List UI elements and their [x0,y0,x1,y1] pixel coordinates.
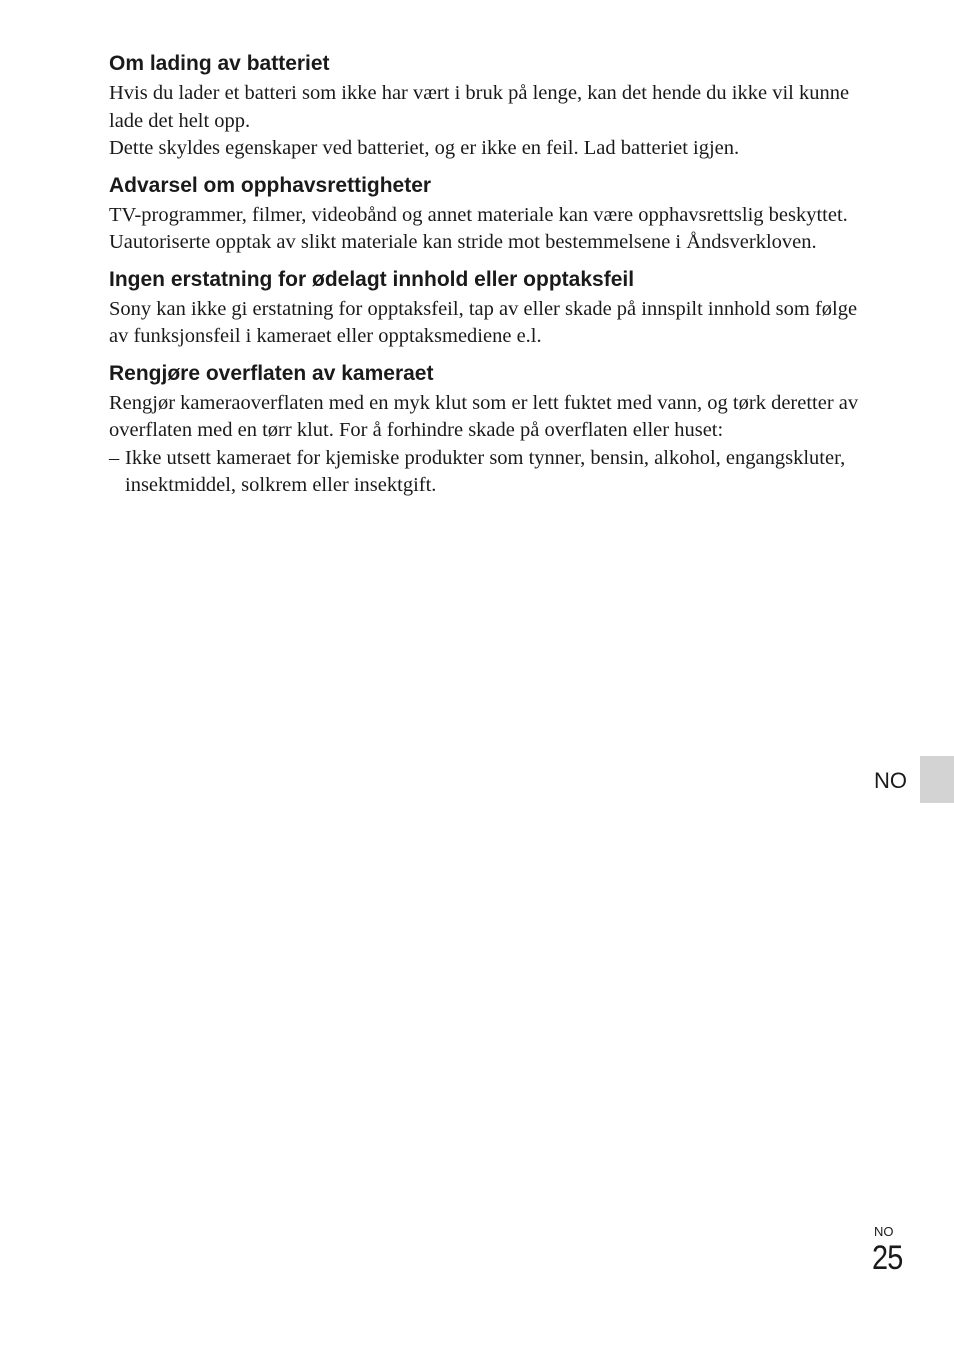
list-item [109,445,869,500]
list-dash: – [109,446,120,469]
section-paragraph: TV-programmer, filmer, videobånd og annet materiale kan være opphavsrettslig beskyttet. Uautoriserte opptak av slikt materiale kan stride mot bestemmelsene i Åndsverkloven. [109,203,848,253]
page-content [109,50,869,500]
footer-language: NO [874,1224,894,1239]
section-paragraph: Rengjør kameraoverflaten med en myk klut som er lett fuktet med vann, og tørk deretter av overflaten med en tørr klut. For å forhindre skade på overflaten eller huset: [109,391,859,441]
section-heading: Ingen erstatning for ødelagt innhold eller opptaksfeil [109,267,635,291]
page-number: 25 [872,1239,903,1277]
language-tab-label: NO [874,768,907,793]
section-copyright-warning [109,172,869,257]
section-no-compensation [109,266,869,351]
section-heading: Om lading av batteriet [109,52,330,75]
section-heading: Rengjøre overflaten av kameraet [109,361,434,385]
list-item-text: Ikke utsett kameraet for kjemiske produkter som tynner, bensin, alkohol, engangskluter, insektmiddel, solkrem eller insektgift. [125,446,846,496]
section-battery-charging [109,50,869,163]
section-paragraph: Sony kan ikke gi erstatning for opptaksfeil, tap av eller skade på innspilt innhold som følge av funksjonsfeil i kameraet eller opptaksmediene e.l. [109,297,858,347]
section-paragraph: Dette skyldes egenskaper ved batteriet, og er ikke en feil. Lad batteriet igjen. [109,137,740,159]
language-tab-marker [920,756,954,803]
section-cleaning-surface [109,360,869,500]
section-heading: Advarsel om opphavsrettigheter [109,173,432,197]
section-paragraph: Hvis du lader et batteri som ikke har vært i bruk på lenge, kan det hende du ikke vil kunne lade det helt opp. [109,82,850,132]
